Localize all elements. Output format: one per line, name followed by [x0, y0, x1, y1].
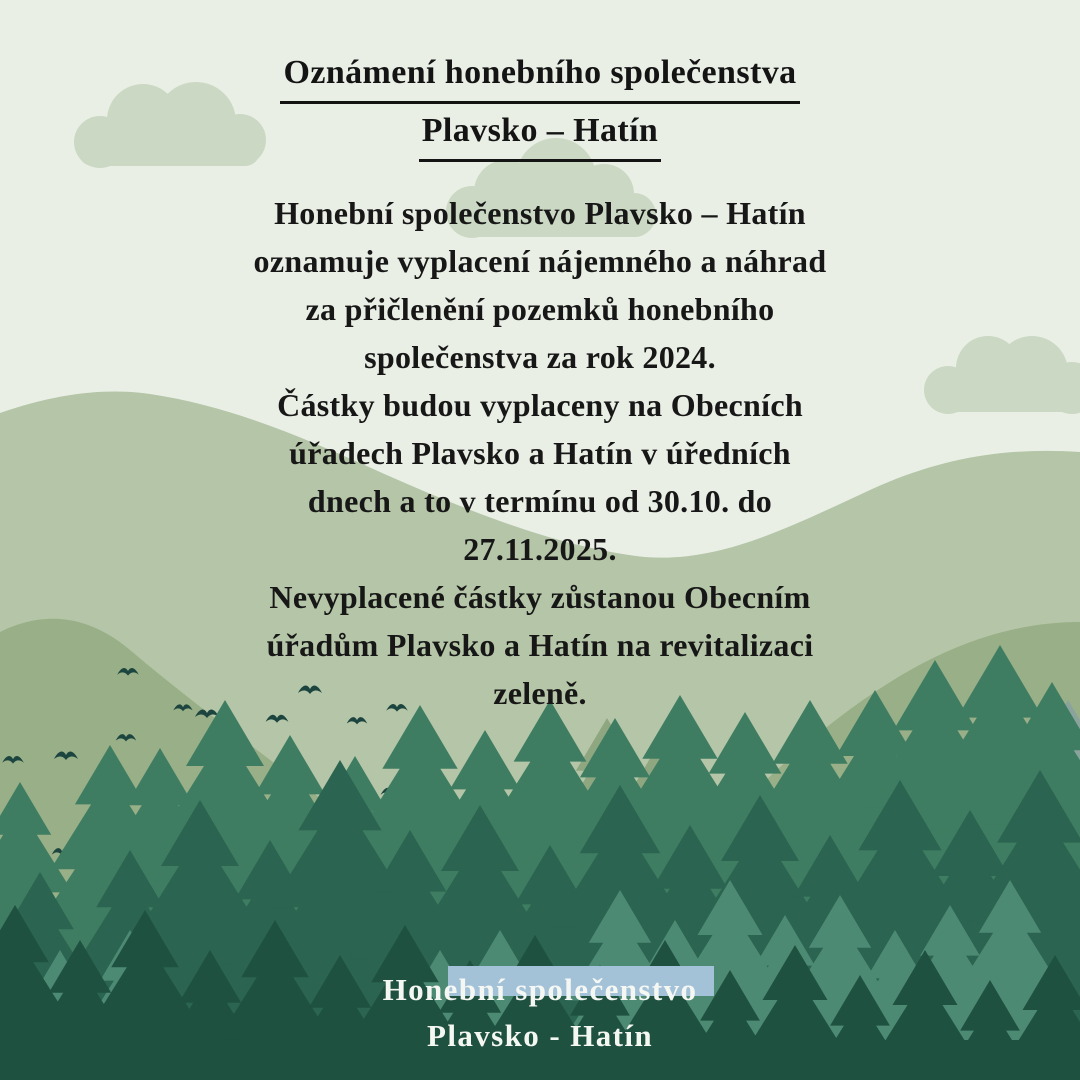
- body-line: Částky budou vyplaceny na Obecních: [277, 387, 803, 423]
- poster-footer: [0, 967, 1080, 1059]
- poster-title: [0, 46, 1080, 162]
- footer-line-1: Honební společenstvo: [382, 972, 698, 1007]
- body-line: úřadům Plavsko a Hatín na revitalizaci: [266, 627, 814, 663]
- title-line: [0, 46, 1080, 104]
- body-line: společenstva za rok 2024.: [364, 339, 716, 375]
- body-line: 27.11.2025.: [463, 531, 617, 567]
- footer-line-2: Plavsko - Hatín: [427, 1018, 653, 1053]
- announcement-body: [110, 189, 970, 717]
- body-line: Honební společenstvo Plavsko – Hatín: [274, 195, 806, 231]
- body-line: za přičlenění pozemků honebního: [305, 291, 775, 327]
- body-line: zeleně.: [493, 675, 587, 711]
- title-line-2: Plavsko – Hatín: [419, 104, 661, 162]
- body-line: úřadech Plavsko a Hatín v úředních: [289, 435, 791, 471]
- title-line-1: Oznámení honebního společenstva: [280, 46, 799, 104]
- body-line: Nevyplacené částky zůstanou Obecním: [269, 579, 811, 615]
- body-line: dnech a to v termínu od 30.10. do: [307, 483, 773, 519]
- body-line: oznamuje vyplacení nájemného a náhrad: [253, 243, 827, 279]
- title-line: [0, 104, 1080, 162]
